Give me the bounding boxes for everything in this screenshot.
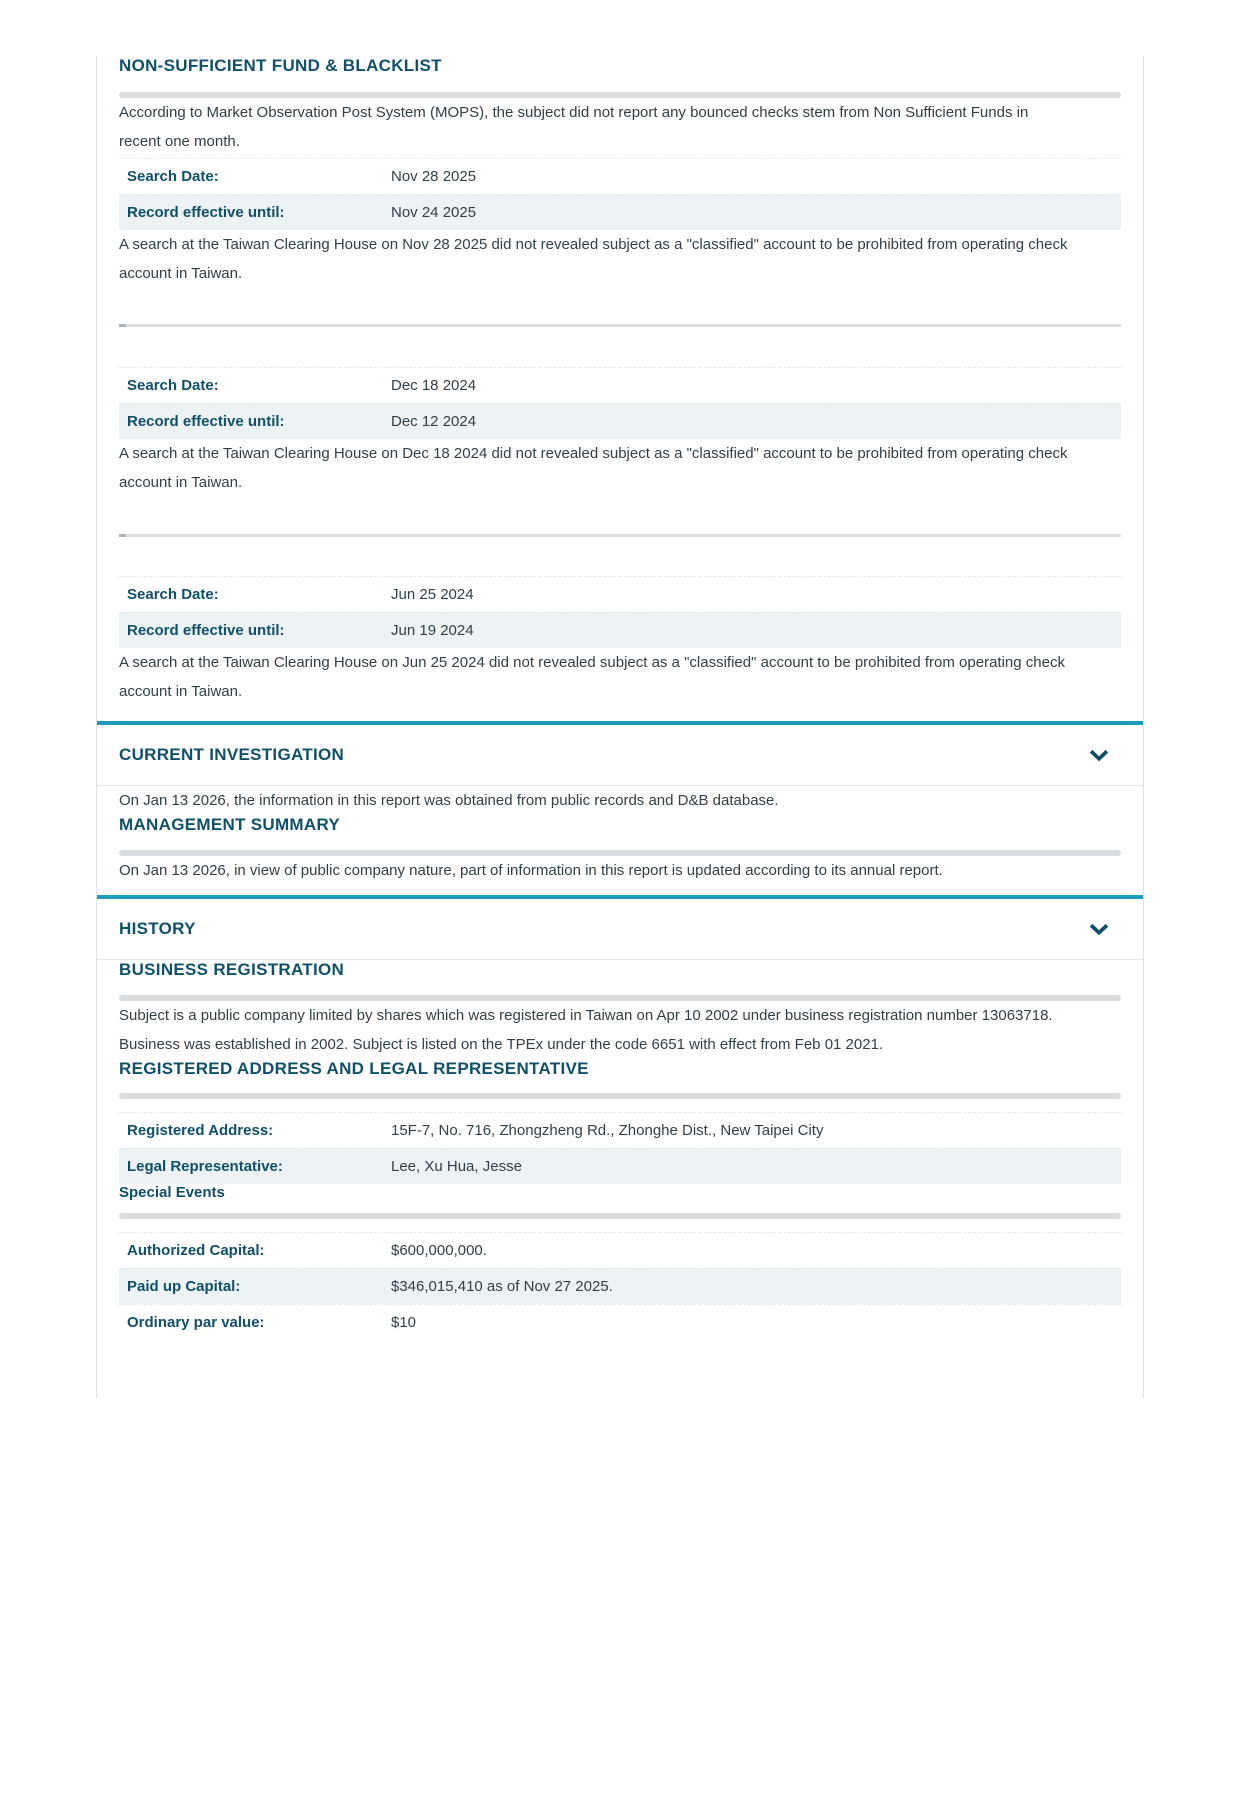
table-row — [119, 194, 1121, 230]
section-bar-current-investigation[interactable] — [97, 721, 1143, 786]
nsf-intro-text: According to Market Observation Post System (MOPS), the subject did not report any bounced checks stem from Non Sufficient Funds in recent one month. — [119, 104, 1029, 150]
current-investigation-title: CURRENT INVESTIGATION — [119, 745, 345, 764]
current-investigation-text: On Jan 13 2026, the information in this report was obtained from public records and D&B database. — [119, 792, 779, 809]
nsf-record-table — [119, 576, 1121, 648]
section-divider — [119, 1093, 1121, 1099]
record-until-value: Jun 19 2024 — [391, 622, 474, 639]
nsf-record-note: A search at the Taiwan Clearing House on Jun 25 2024 did not revealed subject as a "classified" account to be prohibited from operating check account in Taiwan. — [119, 654, 1065, 700]
nsf-record-note: A search at the Taiwan Clearing House on Nov 28 2025 did not revealed subject as a "classified" account to be prohibited from operating check account in Taiwan. — [119, 236, 1068, 282]
search-date-value: Jun 25 2024 — [391, 586, 474, 603]
record-divider — [119, 534, 1121, 537]
registered-address-value: 15F-7, No. 716, Zhongzheng Rd., Zhonghe Dist., New Taipei City — [391, 1122, 824, 1139]
record-until-value: Dec 12 2024 — [391, 413, 477, 430]
section-divider — [119, 1213, 1121, 1219]
legal-representative-label: Legal Representative: — [127, 1158, 283, 1175]
record-until-label: Record effective until: — [127, 204, 285, 221]
section-current-investigation — [97, 786, 1143, 885]
business-registration-title: BUSINESS REGISTRATION — [119, 960, 345, 979]
table-row — [119, 612, 1121, 648]
table-row — [119, 1268, 1121, 1304]
nsf-record-table — [119, 367, 1121, 439]
registered-address-table — [119, 1112, 1121, 1184]
section-history — [97, 960, 1143, 1398]
business-registration-text: Subject is a public company limited by shares which was registered in Taiwan on Apr 10 2002 under business registration number 13063718. Business was established in 2002. Subject is listed on the TPEx under the code 6651 with effect from Feb 01 2021. — [119, 1007, 1053, 1053]
capital-table — [119, 1232, 1121, 1340]
table-row — [119, 1232, 1121, 1268]
table-row — [119, 1148, 1121, 1184]
chevron-down-icon[interactable] — [1089, 749, 1109, 762]
ordinary-par-value-value: $10 — [391, 1314, 417, 1331]
search-date-label: Search Date: — [127, 377, 219, 394]
paid-up-capital-label: Paid up Capital: — [127, 1278, 241, 1295]
legal-representative-value: Lee, Xu Hua, Jesse — [391, 1158, 522, 1175]
authorized-capital-label: Authorized Capital: — [127, 1242, 265, 1259]
nsf-record-table — [119, 158, 1121, 230]
report-card — [96, 56, 1144, 1398]
paid-up-capital-value: $346,015,410 as of Nov 27 2025. — [391, 1278, 613, 1295]
table-row — [119, 158, 1121, 194]
record-divider — [119, 324, 1121, 327]
record-until-label: Record effective until: — [127, 413, 285, 430]
search-date-label: Search Date: — [127, 586, 219, 603]
table-row — [119, 367, 1121, 403]
table-row — [119, 1304, 1121, 1340]
management-summary-text: On Jan 13 2026, in view of public company nature, part of information in this report is updated according to its annual report. — [119, 862, 943, 879]
chevron-down-icon[interactable] — [1089, 923, 1109, 936]
authorized-capital-value: $600,000,000. — [391, 1242, 487, 1259]
search-date-value: Nov 28 2025 — [391, 168, 477, 185]
history-title: HISTORY — [119, 919, 196, 938]
section-nsf-blacklist — [97, 56, 1143, 706]
search-date-value: Dec 18 2024 — [391, 377, 477, 394]
special-events-title: Special Events — [119, 1184, 225, 1201]
ordinary-par-value-label: Ordinary par value: — [127, 1314, 265, 1331]
section-bar-history[interactable] — [97, 895, 1143, 960]
table-row — [119, 403, 1121, 439]
management-summary-title: MANAGEMENT SUMMARY — [119, 815, 341, 834]
registered-address-label: Registered Address: — [127, 1122, 274, 1139]
record-until-label: Record effective until: — [127, 622, 285, 639]
table-row — [119, 576, 1121, 612]
search-date-label: Search Date: — [127, 168, 219, 185]
registered-address-title: REGISTERED ADDRESS AND LEGAL REPRESENTATIVE — [119, 1059, 589, 1078]
table-row — [119, 1112, 1121, 1148]
record-until-value: Nov 24 2025 — [391, 204, 477, 221]
nsf-record-note: A search at the Taiwan Clearing House on Dec 18 2024 did not revealed subject as a "classified" account to be prohibited from operating check account in Taiwan. — [119, 445, 1068, 491]
nsf-section-title: NON-SUFFICIENT FUND & BLACKLIST — [119, 56, 442, 75]
